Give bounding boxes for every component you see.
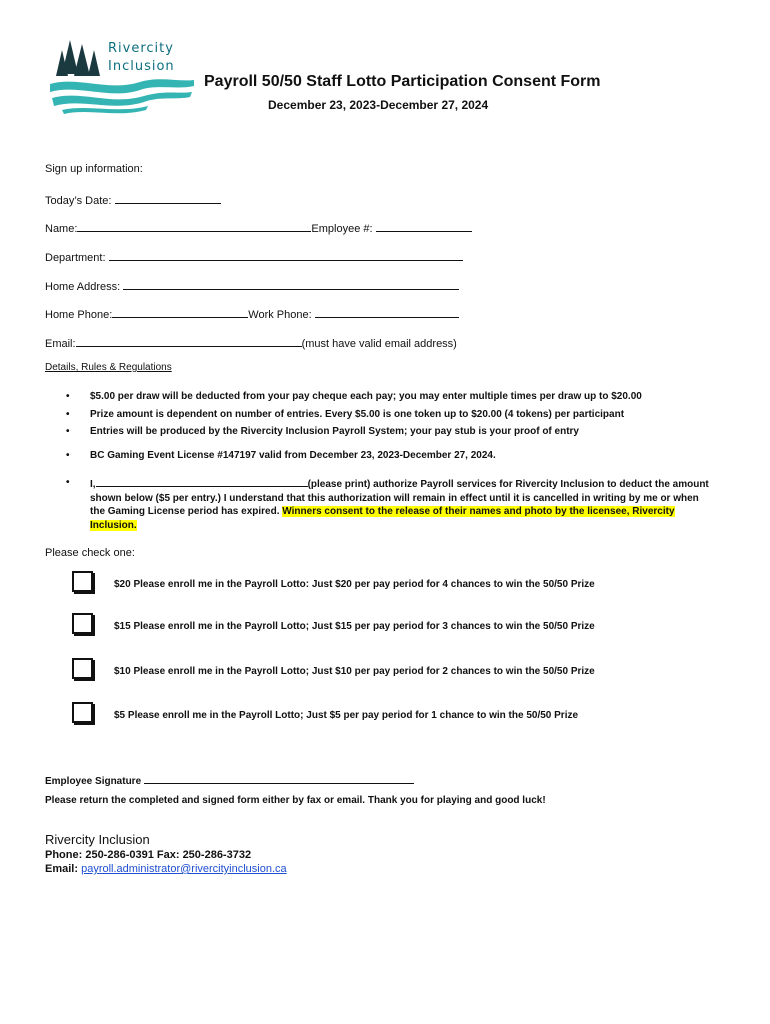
winners-consent-highlight: Winners consent to the release of their names and photo by the licensee, Rivercity Inclusion. <box>90 506 675 531</box>
home-phone-label: Home Phone: <box>45 309 113 321</box>
employee-number-field[interactable] <box>376 221 472 232</box>
tree-icon <box>56 40 100 76</box>
work-phone-field[interactable] <box>315 307 459 318</box>
signature-label: Employee Signature <box>45 776 142 787</box>
work-phone-label: Work Phone: <box>248 309 312 321</box>
home-address-label: Home Address: <box>45 281 121 293</box>
department-row <box>45 250 463 264</box>
checkbox-icon[interactable] <box>72 613 93 634</box>
name-label: Name: <box>45 223 78 235</box>
department-label: Department: <box>45 252 106 264</box>
option-5-label: $5 Please enroll me in the Payroll Lotto; Just $5 per pay period for 1 chance to win the 50/50 Prize <box>114 710 579 721</box>
org-name: Rivercity Inclusion <box>45 832 150 847</box>
rule-item: • Entries will be produced by the Rivercity Inclusion Payroll System; your pay stub is your proof of entry <box>66 425 716 439</box>
org-phone: Phone: 250-286-0391 Fax: 250-286-3732 <box>45 849 252 861</box>
checkbox-icon[interactable] <box>72 571 93 592</box>
org-email-link[interactable]: payroll.administrator@rivercityinclusion.ca <box>81 863 287 875</box>
signature-field[interactable] <box>144 773 414 784</box>
employee-number-label: Employee #: <box>311 223 373 235</box>
option-20-label: $20 Please enroll me in the Payroll Lotto: Just $20 per pay period for 4 chances to win the 50/50 Prize <box>114 579 595 590</box>
authorization-text: (please print) authorize Payroll services for Rivercity Inclusion to deduct the amount shown below ($5 per entry.) I understand that this authorization will remain in effect until it is cancelled in writing by me or when the Gaming License period has expired. <box>90 479 709 517</box>
phone-row <box>45 307 459 321</box>
signature-row <box>45 773 414 787</box>
rules-list <box>66 390 716 532</box>
email-field[interactable] <box>76 336 302 347</box>
org-email-label: Email: <box>45 863 79 875</box>
email-note: (must have valid email address) <box>301 338 457 350</box>
signup-heading: Sign up information: <box>45 163 143 175</box>
option-10-label: $10 Please enroll me in the Payroll Lotto; Just $10 per pay period for 2 chances to win the 50/50 Prize <box>114 666 595 677</box>
wave-icon <box>52 92 192 106</box>
rule-item: • BC Gaming Event License #147197 valid from December 23, 2023-December 27, 2024. <box>66 449 716 463</box>
home-address-row <box>45 279 459 293</box>
name-row <box>45 221 472 235</box>
wave-icon <box>50 79 194 93</box>
rivercity-inclusion-logo <box>48 36 198 116</box>
todays-date-row <box>45 193 221 207</box>
checkbox-icon[interactable] <box>72 658 93 679</box>
logo-text-line1: Rivercity <box>108 41 174 56</box>
email-row <box>45 336 457 350</box>
department-field[interactable] <box>109 250 463 261</box>
email-label: Email: <box>45 338 76 350</box>
print-name-field[interactable] <box>96 476 308 487</box>
rules-heading: Details, Rules & Regulations <box>45 362 172 373</box>
wave-icon <box>62 106 148 114</box>
home-phone-field[interactable] <box>112 307 248 318</box>
logo-text-line2: Inclusion <box>108 59 175 74</box>
return-note: Please return the completed and signed form either by fax or email. Thank you for playing and good luck! <box>45 795 546 806</box>
todays-date-label: Today’s Date: <box>45 195 112 207</box>
options-heading: Please check one: <box>45 547 135 559</box>
todays-date-field[interactable] <box>115 193 221 204</box>
option-15-label: $15 Please enroll me in the Payroll Lotto; Just $15 per pay period for 3 chances to win the 50/50 Prize <box>114 621 595 632</box>
org-email-row <box>45 863 287 875</box>
form-title: Payroll 50/50 Staff Lotto Participation Consent Form <box>204 73 601 90</box>
authorization-item <box>66 476 716 532</box>
rule-item: • $5.00 per draw will be deducted from your pay cheque each pay; you may enter multiple times per draw up to $20.00 <box>66 390 716 404</box>
rule-item: • Prize amount is dependent on number of entries. Every $5.00 is one token up to $20.00 (4 tokens) per participant <box>66 408 716 422</box>
form-dates: December 23, 2023-December 27, 2024 <box>268 98 489 112</box>
home-address-field[interactable] <box>123 279 459 290</box>
authorization-prefix: I, <box>90 479 96 490</box>
checkbox-icon[interactable] <box>72 702 93 723</box>
name-field[interactable] <box>77 221 311 232</box>
